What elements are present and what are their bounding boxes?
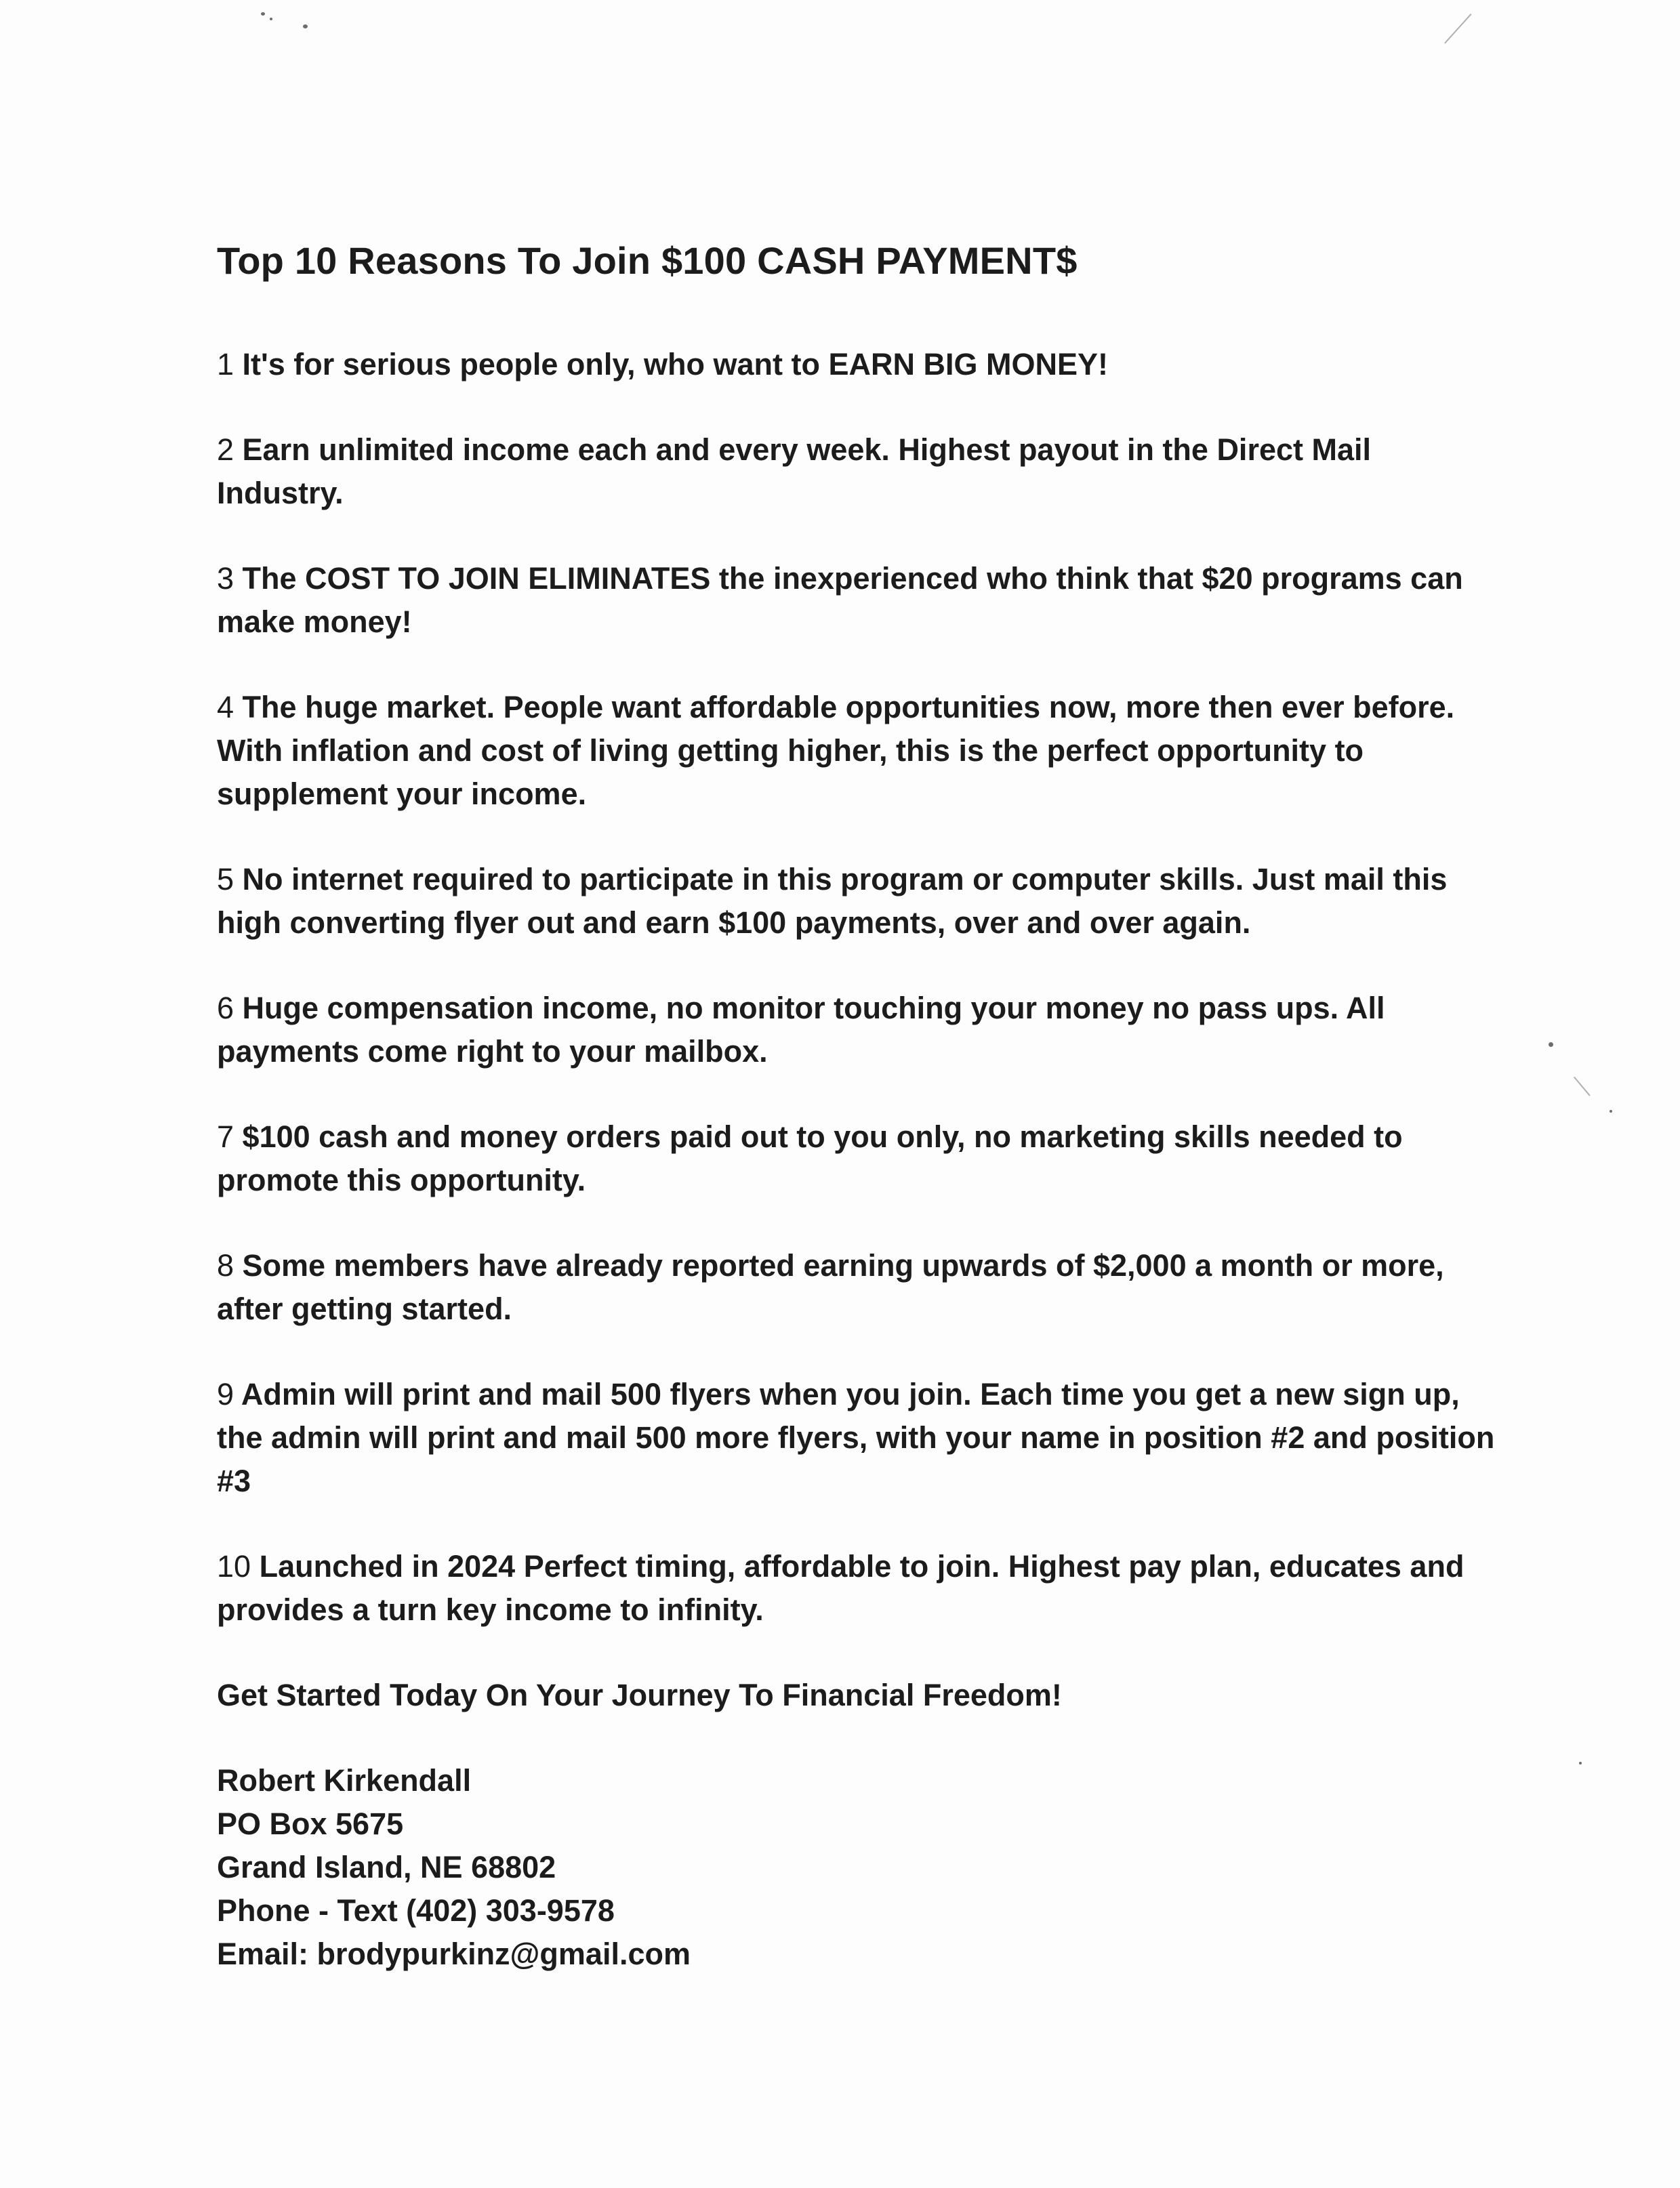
- page-title: Top 10 Reasons To Join $100 CASH PAYMENT$: [217, 239, 1078, 282]
- scan-scratch: [1574, 1077, 1591, 1096]
- reason-number: 3: [217, 561, 234, 596]
- reason-text: Earn unlimited income each and every week. Highest payout in the Direct Mail Industry.: [217, 432, 1372, 510]
- reason-number: 6: [217, 991, 234, 1025]
- reason-number: 7: [217, 1119, 234, 1154]
- reason-text: No internet required to participate in this program or computer skills. Just mail this high converting flyer out and earn $100 payments, over and over again.: [217, 862, 1448, 940]
- reason-number: 2: [217, 432, 234, 467]
- reason-number: 1: [217, 347, 234, 381]
- scan-speck: [1549, 1042, 1553, 1047]
- reason-number: 8: [217, 1248, 234, 1283]
- reason-text: Launched in 2024 Perfect timing, affordable to join. Highest pay plan, educates and provides a turn key income to infinity.: [217, 1549, 1464, 1627]
- reason-text: The COST TO JOIN ELIMINATES the inexperienced who think that $20 programs can make money!: [217, 561, 1463, 639]
- reason-text: It's for serious people only, who want to EARN BIG MONEY!: [242, 347, 1108, 381]
- scan-speck: [1579, 1762, 1582, 1764]
- contact-po-box: PO Box 5675: [217, 1807, 404, 1841]
- contact-block: [217, 1759, 1504, 1976]
- reason-item: [217, 686, 1504, 816]
- reason-text: The huge market. People want affordable opportunities now, more then ever before. With inflation and cost of living getting higher, this is the perfect opportunity to supplement your income.: [217, 690, 1455, 811]
- reason-text: Admin will print and mail 500 flyers when you join. Each time you get a new sign up, the admin will print and mail 500 more flyers, with your name in position #2 and position #3: [217, 1377, 1495, 1498]
- reason-number: 5: [217, 862, 234, 896]
- scan-scratch: [1444, 14, 1471, 43]
- reason-item: [217, 1545, 1504, 1632]
- flyer-content: [217, 230, 1504, 1976]
- reason-item: [217, 343, 1504, 386]
- reason-item: [217, 987, 1504, 1073]
- reason-item: [217, 1373, 1504, 1503]
- reason-text: $100 cash and money orders paid out to you only, no marketing skills needed to promote this opportunity.: [217, 1119, 1403, 1197]
- call-to-action: Get Started Today On Your Journey To Financial Freedom!: [217, 1678, 1062, 1712]
- reason-text: Some members have already reported earning upwards of $2,000 a month or more, after getting started.: [217, 1248, 1444, 1326]
- scan-speck: [270, 18, 272, 20]
- scan-speck: [303, 24, 308, 28]
- reason-item: [217, 1115, 1504, 1202]
- contact-city: Grand Island, NE 68802: [217, 1850, 556, 1884]
- contact-email: Email: brodypurkinz@gmail.com: [217, 1937, 691, 1971]
- reason-number: 10: [217, 1549, 251, 1584]
- scan-speck: [1610, 1110, 1612, 1113]
- reason-text: Huge compensation income, no monitor touching your money no pass ups. All payments come right to your mailbox.: [217, 991, 1385, 1069]
- contact-name: Robert Kirkendall: [217, 1763, 472, 1798]
- scan-speck: [261, 12, 265, 16]
- reason-item: [217, 1244, 1504, 1331]
- reason-item: [217, 858, 1504, 945]
- reason-number: 9: [217, 1377, 234, 1411]
- reason-item: [217, 557, 1504, 644]
- reason-number: 4: [217, 690, 234, 724]
- reason-item: [217, 428, 1504, 515]
- contact-phone: Phone - Text (402) 303-9578: [217, 1893, 615, 1928]
